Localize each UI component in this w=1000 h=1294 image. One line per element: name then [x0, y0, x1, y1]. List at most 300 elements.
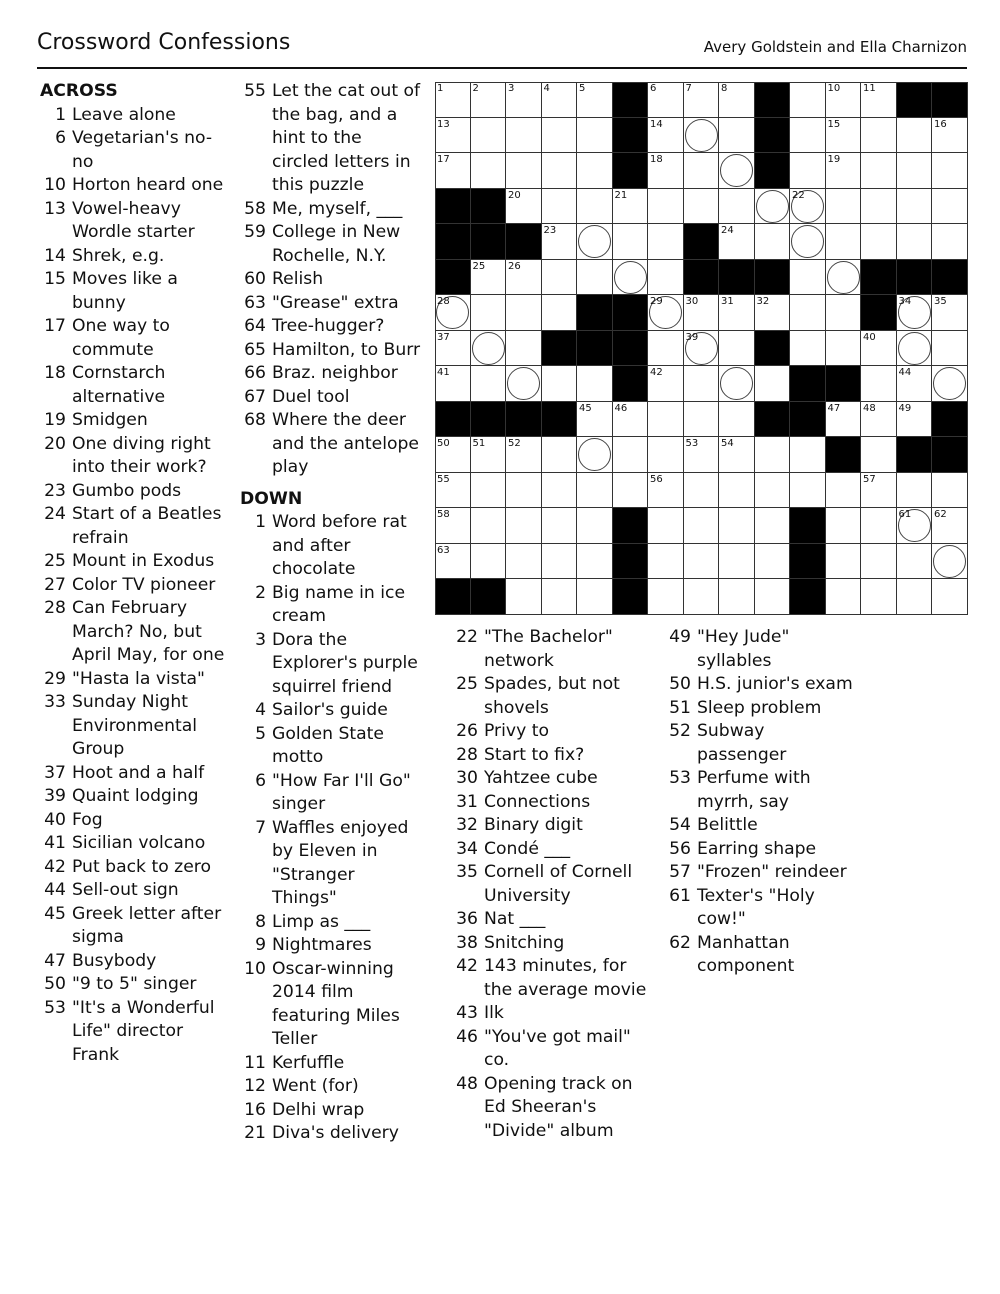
clue-text: Limp as ___ [272, 911, 371, 932]
clue-text: Smidgen [72, 410, 148, 430]
grid-cell[interactable] [577, 118, 613, 154]
clue-number: 3 [255, 629, 266, 650]
grid-cell[interactable] [577, 260, 613, 296]
grid-cell[interactable] [755, 366, 791, 402]
grid-cell[interactable] [506, 544, 542, 580]
across-clue-33[interactable] [40, 691, 230, 762]
grid-cell[interactable] [861, 224, 897, 260]
grid-cell[interactable] [471, 437, 507, 473]
grid-cell[interactable] [506, 153, 542, 189]
grid-cell[interactable] [577, 224, 613, 260]
grid-cell[interactable] [755, 508, 791, 544]
across-clue-18[interactable] [40, 362, 230, 409]
grid-cell[interactable] [648, 260, 684, 296]
grid-cell[interactable] [542, 437, 578, 473]
grid-cell[interactable] [435, 473, 471, 509]
grid-cell[interactable] [861, 544, 897, 580]
grid-cell[interactable] [826, 544, 862, 580]
grid-cell[interactable] [435, 544, 471, 580]
grid-cell[interactable] [577, 579, 613, 615]
clue-number: 64 [244, 316, 266, 336]
grid-cell[interactable] [719, 579, 755, 615]
grid-cell[interactable] [471, 544, 507, 580]
down-clue-22[interactable] [452, 626, 657, 673]
grid-cell[interactable] [684, 544, 720, 580]
grid-cell[interactable] [684, 82, 720, 118]
down-clue-8[interactable] [240, 911, 422, 935]
grid-cell[interactable] [826, 118, 862, 154]
grid-cell[interactable] [861, 473, 897, 509]
black-square [613, 508, 649, 544]
grid-cell[interactable] [719, 295, 755, 331]
clue-number: 4 [255, 700, 266, 720]
grid-cell[interactable] [577, 544, 613, 580]
grid-cell[interactable] [719, 153, 755, 189]
grid-cell[interactable] [897, 579, 933, 615]
across-clue-44[interactable] [40, 879, 230, 903]
grid-cell[interactable] [897, 224, 933, 260]
grid-cell[interactable] [897, 153, 933, 189]
across-clue-24[interactable] [40, 503, 230, 550]
down-clue-1[interactable] [240, 511, 422, 582]
clue-text: Sicilian volcano [72, 833, 206, 853]
clue-text: Snitching [484, 932, 565, 953]
grid-cell[interactable] [790, 153, 826, 189]
down-clue-36[interactable] [452, 908, 657, 932]
across-clue-28[interactable] [40, 597, 230, 668]
across-clue-20[interactable] [40, 433, 230, 480]
grid-cell[interactable] [719, 437, 755, 473]
clue-number: 24 [44, 504, 66, 524]
grid-cell[interactable] [648, 366, 684, 402]
grid-cell[interactable] [861, 579, 897, 615]
grid-cell[interactable] [684, 118, 720, 154]
black-square [613, 118, 649, 154]
grid-cell[interactable] [932, 508, 968, 544]
clue-number: 46 [456, 1026, 478, 1047]
grid-cell[interactable] [506, 82, 542, 118]
grid-cell[interactable] [826, 579, 862, 615]
circle-marker [827, 261, 860, 294]
clue-text: Yahtzee cube [484, 768, 598, 788]
down-clue-50[interactable] [665, 673, 855, 697]
across-clue-37[interactable] [40, 762, 230, 786]
grid-cell[interactable] [932, 118, 968, 154]
down-clue-16[interactable] [240, 1099, 422, 1123]
grid-cell[interactable] [897, 331, 933, 367]
grid-cell[interactable] [790, 260, 826, 296]
across-clue-65[interactable] [240, 339, 422, 363]
grid-cell[interactable] [826, 82, 862, 118]
grid-cell[interactable] [826, 402, 862, 438]
down-clue-3[interactable] [240, 629, 422, 700]
grid-cell[interactable] [826, 189, 862, 225]
grid-cell[interactable] [684, 402, 720, 438]
grid-cell[interactable] [648, 295, 684, 331]
grid-cell[interactable] [542, 82, 578, 118]
down-clue-57[interactable] [665, 861, 855, 885]
down-clue-53[interactable] [665, 767, 855, 814]
down-clue-48[interactable] [452, 1073, 657, 1144]
grid-cell[interactable] [755, 224, 791, 260]
grid-cell[interactable] [471, 260, 507, 296]
down-clue-12[interactable] [240, 1075, 422, 1099]
grid-cell[interactable] [542, 189, 578, 225]
black-square [435, 224, 471, 260]
black-square [613, 331, 649, 367]
grid-cell[interactable] [826, 508, 862, 544]
black-square [790, 402, 826, 438]
across-clue-27[interactable] [40, 574, 230, 598]
black-square [932, 260, 968, 296]
grid-cell[interactable] [932, 224, 968, 260]
grid-cell[interactable] [684, 153, 720, 189]
down-clue-31[interactable] [452, 791, 657, 815]
grid-cell[interactable] [719, 118, 755, 154]
grid-cell[interactable] [932, 189, 968, 225]
down-clue-25[interactable] [452, 673, 657, 720]
grid-cell[interactable] [719, 402, 755, 438]
grid-cell[interactable] [861, 437, 897, 473]
across-clue-15[interactable] [40, 268, 230, 315]
down-clue-35[interactable] [452, 861, 657, 908]
grid-cell[interactable] [577, 508, 613, 544]
grid-cell[interactable] [861, 118, 897, 154]
grid-cell[interactable] [435, 153, 471, 189]
across-clue-1[interactable] [40, 104, 230, 128]
down-clue-43[interactable] [452, 1002, 657, 1026]
grid-cell[interactable] [506, 508, 542, 544]
across-clue-23[interactable] [40, 480, 230, 504]
grid-cell[interactable] [790, 437, 826, 473]
across-clue-59[interactable] [240, 221, 422, 268]
down-clue-11[interactable] [240, 1052, 422, 1076]
grid-cell[interactable] [932, 544, 968, 580]
down-clue-34[interactable] [452, 838, 657, 862]
clue-number: 1 [255, 512, 266, 532]
grid-cell[interactable] [755, 473, 791, 509]
down-clue-10[interactable] [240, 958, 422, 1052]
grid-cell[interactable] [648, 331, 684, 367]
circle-marker [756, 190, 789, 223]
across-clue-25[interactable] [40, 550, 230, 574]
grid-cell[interactable] [861, 82, 897, 118]
clue-text: Tree-hugger? [272, 316, 385, 336]
across-clue-58[interactable] [240, 198, 422, 222]
grid-cell[interactable] [648, 224, 684, 260]
grid-cell[interactable] [471, 508, 507, 544]
clue-text: Can February March? No, but April May, for one [72, 598, 225, 665]
across-clue-68[interactable] [240, 409, 422, 480]
grid-cell[interactable] [826, 224, 862, 260]
down-clue-56[interactable] [665, 838, 855, 862]
grid-cell[interactable] [648, 437, 684, 473]
grid-cell[interactable] [719, 366, 755, 402]
across-clue-45[interactable] [40, 903, 230, 950]
grid-cell[interactable] [471, 295, 507, 331]
grid-cell[interactable] [790, 189, 826, 225]
grid-cell[interactable] [897, 544, 933, 580]
grid-cell[interactable] [648, 473, 684, 509]
across-clue-42[interactable] [40, 856, 230, 880]
down-clue-54[interactable] [665, 814, 855, 838]
clue-number: 5 [255, 723, 266, 744]
grid-cell[interactable] [435, 437, 471, 473]
grid-cell[interactable] [719, 189, 755, 225]
grid-cell[interactable] [826, 260, 862, 296]
clue-number: 11 [244, 1052, 266, 1073]
grid-cell[interactable] [897, 118, 933, 154]
grid-cell[interactable] [613, 189, 649, 225]
grid-cell[interactable] [506, 366, 542, 402]
down-clue-21[interactable] [240, 1122, 422, 1146]
down-clue-7[interactable] [240, 817, 422, 911]
down-clue-26[interactable] [452, 720, 657, 744]
grid-cell[interactable] [719, 224, 755, 260]
cell-number: 46 [614, 402, 628, 414]
grid-cell[interactable] [861, 508, 897, 544]
across-clue-50[interactable] [40, 973, 230, 997]
grid-cell[interactable] [648, 189, 684, 225]
grid-cell[interactable] [471, 153, 507, 189]
grid-cell[interactable] [826, 295, 862, 331]
black-square [755, 331, 791, 367]
grid-cell[interactable] [897, 295, 933, 331]
cell-number: 44 [898, 367, 912, 378]
grid-cell[interactable] [542, 118, 578, 154]
down-clue-61[interactable] [665, 885, 855, 932]
grid-cell[interactable] [932, 579, 968, 615]
clue-text: Put back to zero [72, 856, 211, 877]
grid-cell[interactable] [471, 82, 507, 118]
grid-cell[interactable] [506, 118, 542, 154]
grid-cell[interactable] [684, 437, 720, 473]
cell-number: 23 [543, 225, 557, 236]
grid-cell[interactable] [577, 402, 613, 438]
grid-cell[interactable] [471, 473, 507, 509]
cell-number: 55 [437, 473, 450, 485]
clue-number: 25 [44, 551, 66, 571]
down-clue-49[interactable] [665, 626, 855, 673]
grid-cell[interactable] [648, 579, 684, 615]
grid-cell[interactable] [861, 402, 897, 438]
black-square [719, 260, 755, 296]
grid-cell[interactable] [897, 508, 933, 544]
grid-cell[interactable] [897, 402, 933, 438]
down-clue-52[interactable] [665, 720, 855, 767]
across-clue-55[interactable] [240, 80, 422, 198]
grid-cell[interactable] [719, 82, 755, 118]
grid-cell[interactable] [542, 260, 578, 296]
clue-number: 42 [44, 856, 66, 877]
across-clue-67[interactable] [240, 386, 422, 410]
grid-cell[interactable] [435, 331, 471, 367]
down-clue-62[interactable] [665, 932, 855, 979]
across-clue-40[interactable] [40, 809, 230, 833]
grid-cell[interactable] [826, 331, 862, 367]
grid-cell[interactable] [684, 473, 720, 509]
grid-cell[interactable] [719, 544, 755, 580]
grid-cell[interactable] [861, 153, 897, 189]
black-square [684, 260, 720, 296]
grid-cell[interactable] [506, 331, 542, 367]
grid-cell[interactable] [577, 437, 613, 473]
grid-cell[interactable] [861, 189, 897, 225]
grid-cell[interactable] [542, 579, 578, 615]
grid-cell[interactable] [471, 331, 507, 367]
grid-cell[interactable] [684, 295, 720, 331]
cell-number: 37 [437, 331, 450, 343]
across-clue-60[interactable] [240, 268, 422, 292]
grid-cell[interactable] [790, 118, 826, 154]
grid-cell[interactable] [755, 437, 791, 473]
grid-cell[interactable] [542, 366, 578, 402]
grid-cell[interactable] [861, 331, 897, 367]
grid-cell[interactable] [684, 508, 720, 544]
grid-cell[interactable] [613, 402, 649, 438]
cell-number: 2 [472, 83, 479, 94]
down-clue-30[interactable] [452, 767, 657, 791]
grid-cell[interactable] [648, 118, 684, 154]
down-clue-51[interactable] [665, 697, 855, 721]
down-clue-5[interactable] [240, 723, 422, 770]
grid-cell[interactable] [577, 82, 613, 118]
grid-cell[interactable] [613, 437, 649, 473]
grid-cell[interactable] [435, 118, 471, 154]
clue-text: Sleep problem [697, 697, 822, 718]
grid-cell[interactable] [648, 153, 684, 189]
grid-cell[interactable] [719, 508, 755, 544]
grid-cell[interactable] [932, 366, 968, 402]
grid-cell[interactable] [897, 189, 933, 225]
grid-cell[interactable] [435, 366, 471, 402]
grid-cell[interactable] [648, 508, 684, 544]
grid-cell[interactable] [932, 331, 968, 367]
grid-cell[interactable] [755, 579, 791, 615]
grid-cell[interactable] [542, 295, 578, 331]
grid-cell[interactable] [506, 295, 542, 331]
grid-cell[interactable] [435, 82, 471, 118]
down-clue-4[interactable] [240, 699, 422, 723]
clue-text: Cornstarch alternative [72, 363, 166, 407]
across-clue-19[interactable] [40, 409, 230, 433]
grid-cell[interactable] [648, 544, 684, 580]
grid-cell[interactable] [577, 473, 613, 509]
down-clue-6[interactable] [240, 770, 422, 817]
grid-cell[interactable] [790, 473, 826, 509]
cell-number: 47 [827, 402, 841, 414]
grid-cell[interactable] [932, 153, 968, 189]
grid-cell[interactable] [826, 153, 862, 189]
clue-number: 47 [44, 950, 66, 971]
grid-cell[interactable] [897, 473, 933, 509]
grid-cell[interactable] [755, 295, 791, 331]
across-clue-29[interactable] [40, 668, 230, 692]
grid-cell[interactable] [932, 295, 968, 331]
clue-number: 17 [44, 316, 66, 336]
grid-cell[interactable] [719, 473, 755, 509]
down-clue-46[interactable] [452, 1026, 657, 1073]
grid-cell[interactable] [577, 366, 613, 402]
grid-cell[interactable] [506, 260, 542, 296]
down-clue-32[interactable] [452, 814, 657, 838]
grid-cell[interactable] [542, 153, 578, 189]
clue-number: 42 [456, 956, 478, 976]
clue-text: One diving right into their work? [72, 433, 211, 477]
grid-cell[interactable] [897, 366, 933, 402]
across-clue-17[interactable] [40, 315, 230, 362]
grid-cell[interactable] [542, 544, 578, 580]
clue-text: Color TV pioneer [72, 574, 216, 595]
grid-cell[interactable] [684, 579, 720, 615]
across-clue-6[interactable] [40, 127, 230, 174]
grid-cell[interactable] [542, 473, 578, 509]
clue-text: Leave alone [72, 104, 176, 125]
clue-number: 6 [255, 770, 266, 791]
grid-cell[interactable] [790, 224, 826, 260]
down-clue-42[interactable] [452, 955, 657, 1002]
grid-cell[interactable] [577, 153, 613, 189]
grid-cell[interactable] [542, 224, 578, 260]
grid-cell[interactable] [613, 473, 649, 509]
grid-cell[interactable] [932, 473, 968, 509]
grid-cell[interactable] [506, 437, 542, 473]
grid-cell[interactable] [577, 189, 613, 225]
clue-text: College in New Rochelle, N.Y. [272, 222, 401, 266]
grid-cell[interactable] [471, 118, 507, 154]
grid-cell[interactable] [755, 189, 791, 225]
across-clue-47[interactable] [40, 950, 230, 974]
grid-cell[interactable] [719, 331, 755, 367]
clue-text: "It's a Wonderful Life" director Frank [72, 997, 215, 1065]
across-clue-41[interactable] [40, 832, 230, 856]
across-clue-10[interactable] [40, 174, 230, 198]
grid-cell[interactable] [506, 473, 542, 509]
grid-cell[interactable] [826, 473, 862, 509]
grid-cell[interactable] [684, 366, 720, 402]
across-clue-66[interactable] [240, 362, 422, 386]
grid-cell[interactable] [861, 366, 897, 402]
grid-cell[interactable] [684, 189, 720, 225]
grid-cell[interactable] [435, 508, 471, 544]
grid-cell[interactable] [790, 295, 826, 331]
grid-cell[interactable] [684, 331, 720, 367]
grid-cell[interactable] [506, 189, 542, 225]
across-clue-39[interactable] [40, 785, 230, 809]
grid-cell[interactable] [790, 82, 826, 118]
grid-cell[interactable] [648, 82, 684, 118]
grid-cell[interactable] [790, 331, 826, 367]
grid-cell[interactable] [613, 224, 649, 260]
black-square [435, 189, 471, 225]
across-clue-63[interactable] [240, 292, 422, 316]
grid-cell[interactable] [435, 295, 471, 331]
grid-cell[interactable] [613, 260, 649, 296]
down-clue-2[interactable] [240, 582, 422, 629]
grid-cell[interactable] [648, 402, 684, 438]
across-clue-53[interactable] [40, 997, 230, 1068]
grid-cell[interactable] [755, 544, 791, 580]
down-clue-28[interactable] [452, 744, 657, 768]
grid-cell[interactable] [471, 366, 507, 402]
down-clue-9[interactable] [240, 934, 422, 958]
across-clue-14[interactable] [40, 245, 230, 269]
down-clue-38[interactable] [452, 932, 657, 956]
across-clue-64[interactable] [240, 315, 422, 339]
across-clue-13[interactable] [40, 198, 230, 245]
grid-cell[interactable] [506, 579, 542, 615]
grid-cell[interactable] [542, 508, 578, 544]
